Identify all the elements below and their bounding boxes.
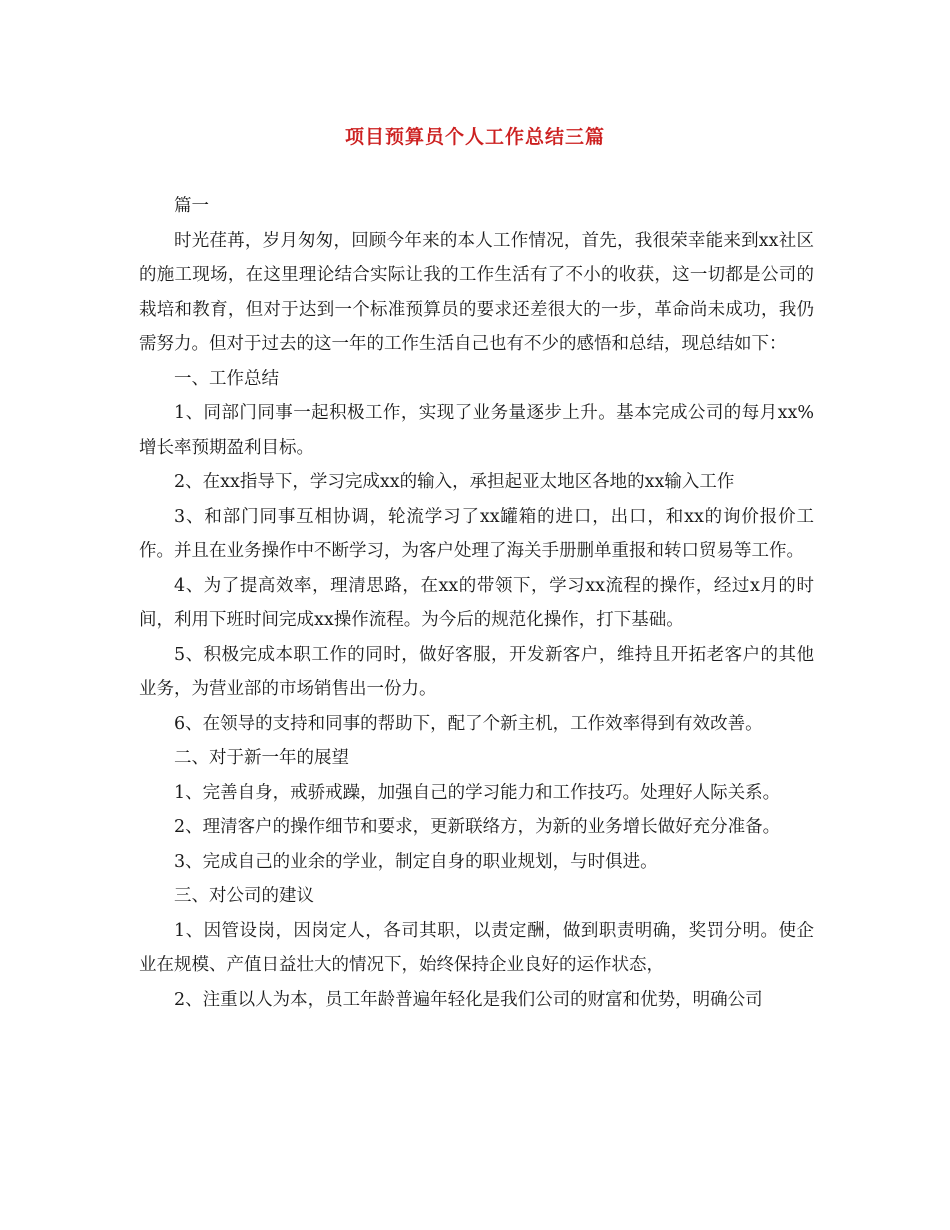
paragraph-item: 3、完成自己的业余的学业，制定自身的职业规划，与时俱进。 — [174, 851, 658, 872]
paragraph-item: 1、同部门同事一起积极工作，实现了业务量逐步上升。基本完成公司的每月xx%增长率预期盈利目标。 — [139, 403, 814, 458]
paragraph-item: 2、在xx指导下，学习完成xx的输入，承担起亚太地区各地的xx输入工作 — [174, 472, 735, 492]
paragraph-item: 1、完善自身，戒骄戒躁，加强自己的学习能力和工作技巧。处理好人际关系。 — [174, 782, 781, 803]
paragraph-item: 3、和部门同事互相协调，轮流学习了xx罐箱的进口，出口，和xx的询价报价工作。并且在业务操作中不断学习，为客户处理了海关手册删单重报和转口贸易等工作。 — [139, 506, 814, 561]
paragraph-intro: 时光荏苒，岁月匆匆，回顾今年来的本人工作情况，首先，我很荣幸能来到xx社区的施工现场，在这里理论结合实际让我的工作生活有了不小的收获，这一切都是公司的栽培和教育，但对于达到一个标准预算员的要求还差很大的一步，革命尚未成功，我仍需努力。但对于过去的这一年的工作生活自己也有不少的感悟和总结，现总结如下： — [139, 230, 814, 354]
heading-suggestions: 三、对公司的建议 — [174, 886, 314, 906]
heading-outlook: 二、对于新一年的展望 — [174, 748, 349, 768]
paragraph-item: 4、为了提高效率，理清思路，在xx的带领下，学习xx流程的操作，经过x月的时间，利用下班时间完成xx操作流程。为今后的规范化操作，打下基础。 — [139, 575, 814, 630]
paragraph-item: 1、因管设岗，因岗定人，各司其职，以责定酬，做到职责明确，奖罚分明。使企业在规模、产值日益壮大的情况下，始终保持企业良好的运作状态， — [139, 920, 814, 975]
paragraph-item: 6、在领导的支持和同事的帮助下，配了个新主机，工作效率得到有效改善。 — [174, 713, 763, 734]
paragraph-item: 2、注重以人为本，员工年龄普遍年轻化是我们公司的财富和优势，明确公司 — [174, 989, 763, 1010]
paragraph-item: 5、积极完成本职工作的同时，做好客服，开发新客户，维持且开拓老客户的其他业务，为营业部的市场销售出一份力。 — [139, 644, 814, 699]
document-title: 项目预算员个人工作总结三篇 — [344, 126, 605, 148]
paragraph-item: 2、理清客户的操作细节和要求，更新联络方，为新的业务增长做好充分准备。 — [174, 817, 781, 837]
document-body — [139, 189, 814, 1017]
heading-work-summary: 一、工作总结 — [174, 368, 279, 389]
paragraph-section-label: 篇一 — [174, 196, 209, 216]
